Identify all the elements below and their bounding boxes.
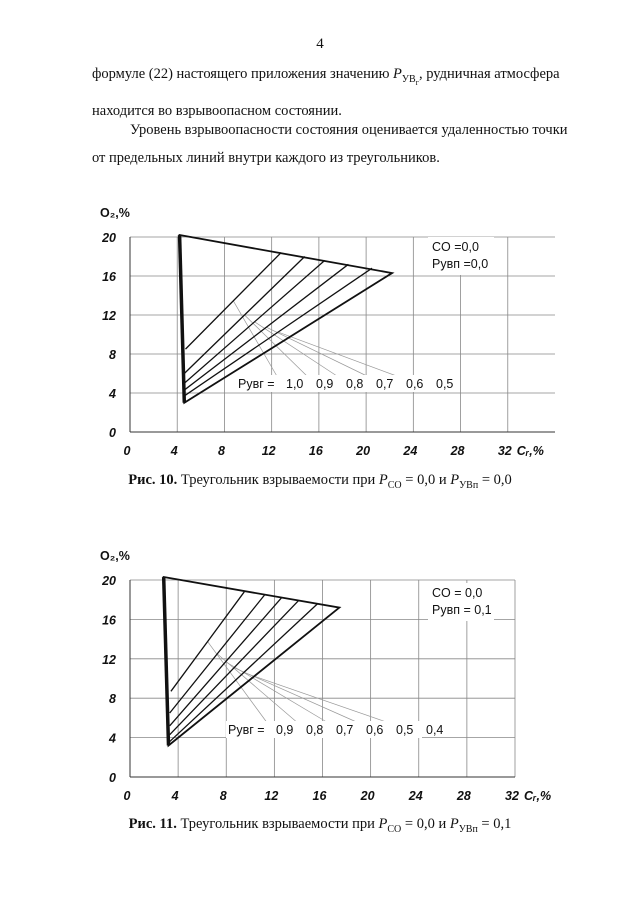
caption-p1: P [378,472,388,488]
caption-p1: P [378,816,388,832]
level-line [185,253,281,350]
level-value-label: 0,5 [396,723,414,737]
level-value-label: 0,7 [376,377,394,391]
legend-entry: Pувп = 0,1 [432,603,492,617]
p-symbol: P [393,66,402,82]
x-tick-label: 24 [408,789,423,803]
page-number: 4 [316,36,324,52]
caption-p2: P [450,472,460,488]
explosivity-triangle-chart-1 [0,195,640,465]
y-tick-label: 12 [102,652,116,667]
y-axis-label: O₂,% [100,206,130,220]
triangle-left-edge [180,235,185,403]
level-value-label: 0,8 [306,723,324,737]
x-tick-label: 20 [356,444,371,458]
p-symbol-sub: УВ [401,73,416,85]
paragraph-1-line2: находится во взрывоопасном состоянии. [92,102,342,119]
explosivity-triangle-chart-2 [0,537,640,807]
caption-sub2: УВп [458,823,478,835]
y-tick-label: 16 [102,270,116,284]
y-tick-label: 16 [102,613,116,628]
paragraph-2-line2: от предельных линий внутри каждого из треугольников. [92,150,440,166]
figure-11-caption [0,816,640,835]
levels-label-prefix: Pувг = [228,723,265,737]
caption-val1: = 0,0 и [401,472,451,488]
y-tick-label: 0 [109,771,116,785]
y-tick-label: 8 [109,692,116,707]
level-value-label: 0,6 [406,377,424,391]
x-tick-label: 16 [308,444,323,458]
caption-text: Треугольник взрываемости при [176,816,379,832]
y-tick-label: 4 [109,387,116,401]
caption-val2: = 0,1 [477,816,512,832]
x-tick-label: 8 [217,444,225,458]
caption-val1: = 0,0 и [401,816,450,832]
y-tick-label: 20 [102,231,116,245]
level-value-label: 0,4 [426,723,444,737]
paragraph-1-after: , рудничная атмосфера [418,66,560,82]
level-line [170,595,265,713]
caption-p2: P [449,816,459,832]
caption-val2: = 0,0 [478,472,512,488]
y-tick-label: 4 [109,731,116,746]
legend-entry: Pувп =0,0 [432,257,489,271]
caption-sub1: CO [387,823,402,835]
level-value-label: 0,8 [346,377,364,391]
level-guide-line [278,332,402,378]
x-tick-label: 28 [456,789,471,803]
x-tick-label: 4 [171,789,179,803]
caption-sub1: CO [387,479,402,491]
explosivity-triangle [164,577,340,745]
y-tick-label: 8 [109,348,116,362]
x-tick-label: 0 [123,444,131,458]
x-axis-label: Cᵣ,% [524,789,552,803]
figure-10-caption [0,472,640,491]
y-tick-label: 20 [102,574,116,588]
caption-label: Рис. 10. [128,472,178,488]
x-tick-label: 24 [403,444,418,458]
triangle-left-edge [164,577,169,745]
y-tick-label: 0 [109,426,116,440]
x-tick-label: 32 [505,789,519,803]
level-value-label: 0,9 [316,377,334,391]
paragraph-1-before: формуле (22) настоящего приложения значению [92,66,394,82]
y-axis-label: O₂,% [100,549,130,563]
x-tick-label: 8 [219,789,227,803]
caption-label: Рис. 11. [128,816,177,832]
level-guide-line [245,315,309,378]
paragraph-2 [92,116,602,172]
x-axis-label: Cᵣ,% [516,444,544,458]
x-tick-label: 28 [450,444,465,458]
caption-sub2: УВп [459,479,479,491]
x-tick-label: 0 [123,789,131,803]
level-value-label: 0,7 [336,723,354,737]
p-symbol-subsub: г [415,77,419,87]
x-tick-label: 32 [497,444,512,458]
level-value-label: 1,0 [286,377,304,391]
levels-label-prefix: Pувг = [238,377,275,391]
y-tick-label: 12 [102,309,116,323]
caption-text: Треугольник взрываемости при [177,472,379,488]
x-tick-label: 4 [170,444,178,458]
legend-entry: CO = 0,0 [432,586,483,600]
x-tick-label: 12 [264,789,279,803]
level-value-label: 0,9 [276,723,294,737]
legend-entry: CO =0,0 [432,240,479,254]
paragraph-2-line1: Уровень взрывоопасности состояния оценивается удаленностью точки [130,122,568,138]
level-value-label: 0,6 [366,723,384,737]
x-tick-label: 12 [261,444,276,458]
level-value-label: 0,5 [436,377,454,391]
level-line [184,264,348,390]
x-tick-label: 20 [360,789,375,803]
x-tick-label: 16 [312,789,327,803]
